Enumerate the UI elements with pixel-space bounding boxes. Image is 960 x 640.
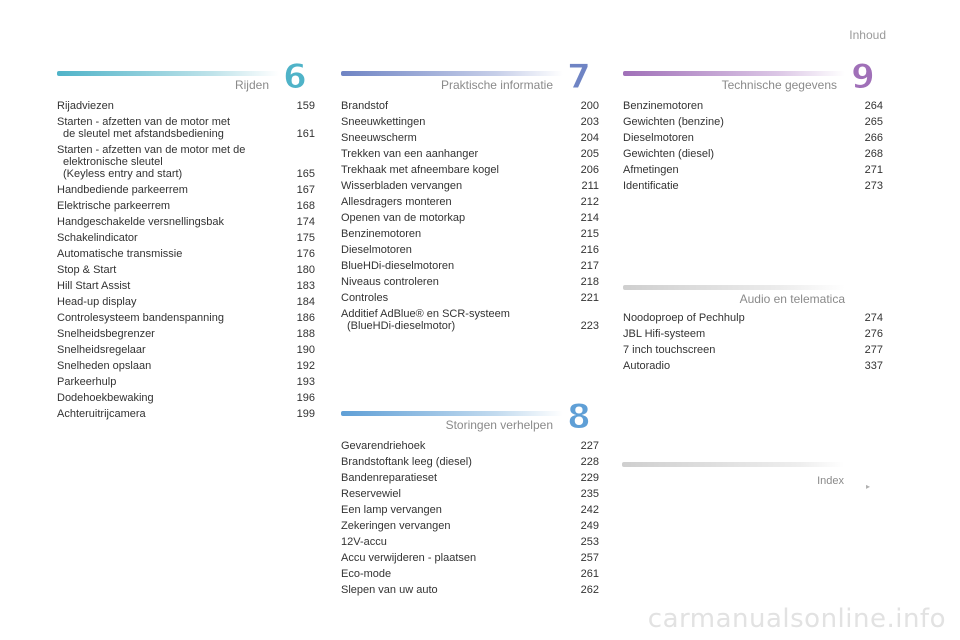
entry-title-line: Benzinemotoren — [341, 228, 422, 240]
entry-title-line: Schakelindicator — [57, 232, 138, 244]
entry-title-line: Afmetingen — [623, 164, 679, 176]
entry-page-number: 217 — [580, 260, 599, 272]
toc-entry[interactable] — [623, 146, 883, 162]
entry-page-number: 203 — [580, 116, 599, 128]
section-title: Storingen verhelpen — [445, 418, 553, 432]
chapter-number: 9 — [851, 58, 875, 97]
section-title: Praktische informatie — [440, 78, 553, 92]
entry-page-number: 174 — [296, 216, 315, 228]
toc-entry[interactable] — [341, 550, 599, 566]
toc-entry[interactable] — [623, 342, 883, 358]
entry-title — [57, 392, 154, 404]
entry-title-line: Controlesysteem bandenspanning — [57, 312, 224, 324]
entry-title-continuation: (BlueHDi-dieselmotor) — [347, 320, 456, 332]
entry-title — [57, 116, 230, 140]
entry-page-number: 266 — [864, 132, 883, 144]
entry-title — [341, 116, 425, 128]
entry-title-line: Parkeerhulp — [57, 376, 117, 388]
entry-title-line: Dieselmotoren — [341, 244, 412, 256]
toc-entry[interactable] — [623, 310, 883, 326]
entry-title-line: Trekhaak met afneembare kogel — [341, 164, 499, 176]
entry-title-line: Automatische transmissie — [57, 248, 183, 260]
entry-title — [341, 308, 510, 332]
toc-entry[interactable] — [57, 358, 315, 374]
entry-title-line: Sneeuwkettingen — [341, 116, 426, 128]
entry-page-number: 249 — [580, 520, 599, 532]
toc-entry[interactable] — [341, 306, 599, 334]
section-bar — [57, 71, 279, 76]
entry-title-line: Bandenreparatieset — [341, 472, 438, 484]
entry-title — [623, 164, 679, 176]
entry-title-line: Starten - afzetten van de motor met — [57, 116, 231, 128]
entry-page-number: 167 — [296, 184, 315, 196]
toc-entry[interactable] — [57, 294, 315, 310]
entry-title-line: 7 inch touchscreen — [623, 344, 716, 356]
entry-title-line: Accu verwijderen - plaatsen — [341, 552, 477, 564]
entry-page-number: 204 — [580, 132, 599, 144]
toc-entry[interactable] — [57, 406, 315, 422]
entry-title — [341, 276, 439, 288]
entry-title — [341, 472, 437, 484]
toc-entry[interactable] — [341, 210, 599, 226]
entry-list — [623, 98, 883, 194]
toc-entry[interactable] — [341, 130, 599, 146]
entry-title — [57, 184, 188, 196]
entry-title-line: Slepen van uw auto — [341, 584, 438, 596]
toc-entry[interactable] — [57, 326, 315, 342]
section-header — [341, 398, 599, 438]
entry-title-line: Trekken van een aanhanger — [341, 148, 479, 160]
section-rijden — [57, 58, 315, 422]
entry-title-line: Gevarendriehoek — [341, 440, 426, 452]
entry-page-number: 261 — [580, 568, 599, 580]
chapter-number: 8 — [567, 398, 591, 437]
entry-title — [623, 100, 703, 112]
entry-page-number: 221 — [580, 292, 599, 304]
entry-title-line: Niveaus controleren — [341, 276, 439, 288]
entry-page-number: 242 — [580, 504, 599, 516]
entry-title — [341, 260, 454, 272]
entry-title — [57, 312, 224, 324]
toc-entry[interactable] — [341, 582, 599, 598]
entry-title-line: Zekeringen vervangen — [341, 520, 451, 532]
entry-title — [623, 132, 694, 144]
toc-entry[interactable] — [341, 146, 599, 162]
entry-page-number: 273 — [864, 180, 883, 192]
toc-entry[interactable] — [341, 290, 599, 306]
chapter-number-7 — [559, 58, 599, 98]
entry-page-number: 183 — [296, 280, 315, 292]
entry-title-line: Achteruitrijcamera — [57, 408, 146, 420]
toc-entry[interactable] — [57, 310, 315, 326]
entry-title-line: Noodoproep of Pechhulp — [623, 312, 745, 324]
entry-title-line: Wisserbladen vervangen — [341, 180, 463, 192]
toc-entry[interactable] — [57, 374, 315, 390]
entry-page-number: 199 — [296, 408, 315, 420]
entry-title — [57, 248, 182, 260]
entry-title-line: Sneeuwscherm — [341, 132, 417, 144]
entry-title — [341, 132, 417, 144]
entry-page-number: 184 — [296, 296, 315, 308]
section-storingen-verhelpen — [341, 398, 599, 598]
toc-entry[interactable] — [341, 486, 599, 502]
entry-page-number: 253 — [580, 536, 599, 548]
entry-title-line: Gewichten (diesel) — [623, 148, 715, 160]
section-bar — [341, 71, 563, 76]
toc-entry[interactable] — [623, 162, 883, 178]
entry-title — [57, 280, 130, 292]
entry-title-line: Brandstoftank leeg (diesel) — [341, 456, 472, 468]
entry-title — [57, 264, 116, 276]
entry-page-number: 188 — [296, 328, 315, 340]
section-praktische-informatie — [341, 58, 599, 334]
entry-title — [623, 360, 670, 372]
entry-page-number: 271 — [864, 164, 883, 176]
entry-title-continuation: elektronische sleutel — [63, 156, 163, 168]
entry-title-line: BlueHDi-dieselmotoren — [341, 260, 455, 272]
entry-page-number: 262 — [580, 584, 599, 596]
entry-title-line: Elektrische parkeerrem — [57, 200, 171, 212]
index-block — [622, 462, 844, 487]
entry-title — [341, 196, 452, 208]
entry-page-number: 235 — [580, 488, 599, 500]
entry-list — [341, 438, 599, 598]
entry-page-number: 264 — [864, 100, 883, 112]
section-technische-gegevens — [623, 58, 883, 194]
entry-page-number: 193 — [296, 376, 315, 388]
entry-title — [57, 232, 138, 244]
entry-page-number: 228 — [580, 456, 599, 468]
entry-title-line: Gewichten (benzine) — [623, 116, 724, 128]
toc-entry[interactable] — [57, 98, 315, 114]
entry-page-number: 192 — [296, 360, 315, 372]
section-title: Audio en telematica — [739, 292, 845, 306]
toc-entry[interactable] — [57, 246, 315, 262]
entry-title — [57, 200, 170, 212]
toc-entry[interactable] — [623, 358, 883, 374]
entry-title — [57, 216, 224, 228]
entry-title-line: Benzinemotoren — [623, 100, 704, 112]
entry-title-continuation: de sleutel met afstandsbediening — [63, 128, 224, 140]
toc-entry[interactable] — [57, 390, 315, 406]
toc-entry[interactable] — [57, 214, 315, 230]
toc-entry[interactable] — [57, 114, 315, 142]
entry-page-number: 161 — [296, 128, 315, 140]
entry-title-line: Openen van de motorkap — [341, 212, 466, 224]
entry-page-number: 180 — [296, 264, 315, 276]
chapter-number-8 — [559, 398, 599, 438]
toc-entry[interactable] — [341, 470, 599, 486]
toc-entry[interactable] — [57, 342, 315, 358]
entry-title — [341, 520, 450, 532]
toc-entry[interactable] — [57, 262, 315, 278]
entry-page-number: 274 — [864, 312, 883, 324]
entry-title-continuation: (Keyless entry and start) — [63, 168, 183, 180]
toc-entry[interactable] — [341, 566, 599, 582]
entry-title-line: Snelheidsbegrenzer — [57, 328, 155, 340]
section-bar — [341, 411, 563, 416]
entry-page-number: 190 — [296, 344, 315, 356]
toc-entry[interactable] — [341, 438, 599, 454]
toc-entry[interactable] — [341, 226, 599, 242]
entry-title — [341, 228, 421, 240]
entry-title-line: Dodehoekbewaking — [57, 392, 154, 404]
entry-title — [341, 504, 442, 516]
entry-title — [623, 180, 679, 192]
toc-entry[interactable] — [623, 114, 883, 130]
toc-entry[interactable] — [341, 274, 599, 290]
entry-page-number: 214 — [580, 212, 599, 224]
entry-title — [341, 164, 499, 176]
entry-list — [57, 98, 315, 422]
chapter-number: 6 — [283, 58, 307, 97]
entry-title — [341, 536, 387, 548]
section-title: Rijden — [234, 78, 269, 92]
toc-entry[interactable] — [341, 178, 599, 194]
entry-page-number: 265 — [864, 116, 883, 128]
entry-title-line: Allesdragers monteren — [341, 196, 452, 208]
toc-entry[interactable] — [57, 198, 315, 214]
chapter-number-9 — [843, 58, 883, 98]
entry-page-number: 175 — [296, 232, 315, 244]
entry-page-number: 159 — [296, 100, 315, 112]
entry-title — [57, 360, 151, 372]
section-header — [57, 58, 315, 98]
entry-title — [341, 180, 462, 192]
entry-title — [623, 116, 724, 128]
entry-page-number: 215 — [580, 228, 599, 240]
entry-title — [341, 584, 438, 596]
index-link[interactable]: Index — [817, 475, 844, 487]
entry-title — [341, 552, 476, 564]
toc-entry[interactable] — [341, 502, 599, 518]
toc-entry[interactable] — [57, 278, 315, 294]
entry-page-number: 337 — [864, 360, 883, 372]
entry-page-number: 168 — [296, 200, 315, 212]
entry-title-line: Additief AdBlue® en SCR-systeem — [341, 308, 510, 320]
section-header — [623, 58, 883, 98]
toc-entry[interactable] — [341, 194, 599, 210]
entry-title — [623, 344, 715, 356]
entry-title-line: Autoradio — [623, 360, 671, 372]
entry-page-number: 200 — [580, 100, 599, 112]
entry-list — [623, 310, 883, 374]
entry-page-number: 229 — [580, 472, 599, 484]
entry-title-line: Stop & Start — [57, 264, 117, 276]
entry-title-line: Handgeschakelde versnellingsbak — [57, 216, 224, 228]
entry-title — [57, 328, 155, 340]
toc-entry[interactable] — [341, 454, 599, 470]
entry-title-line: Snelheidsregelaar — [57, 344, 146, 356]
toc-entry[interactable] — [341, 534, 599, 550]
toc-entry[interactable] — [341, 258, 599, 274]
entry-title — [57, 344, 146, 356]
entry-title-line: Eco-mode — [341, 568, 392, 580]
entry-title-line: Dieselmotoren — [623, 132, 694, 144]
entry-page-number: 206 — [580, 164, 599, 176]
entry-page-number: 223 — [580, 320, 599, 332]
entry-title — [57, 376, 116, 388]
chapter-number-6 — [275, 58, 315, 98]
section-header — [341, 58, 599, 98]
watermark: carmanualsonline.info — [647, 604, 946, 634]
entry-page-number: 211 — [581, 180, 599, 192]
entry-page-number: 196 — [296, 392, 315, 404]
entry-title-line: JBL Hifi-systeem — [623, 328, 706, 340]
entry-title — [341, 148, 478, 160]
entry-title — [57, 100, 114, 112]
toc-entry[interactable] — [341, 162, 599, 178]
toc-entry[interactable] — [341, 114, 599, 130]
entry-page-number: 227 — [580, 440, 599, 452]
entry-title-line: Snelheden opslaan — [57, 360, 152, 372]
entry-page-number: 212 — [580, 196, 599, 208]
toc-entry[interactable] — [341, 518, 599, 534]
entry-title — [57, 296, 137, 308]
entry-page-number: 216 — [580, 244, 599, 256]
section-audio-en-telematica — [623, 282, 883, 374]
entry-title-line: Hill Start Assist — [57, 280, 131, 292]
entry-title — [341, 244, 412, 256]
toc-entry[interactable] — [623, 326, 883, 342]
entry-title — [623, 328, 705, 340]
entry-page-number: 257 — [580, 552, 599, 564]
entry-page-number: 277 — [864, 344, 883, 356]
toc-entry[interactable] — [341, 242, 599, 258]
entry-title — [341, 568, 391, 580]
section-bar — [623, 71, 845, 76]
entry-list — [341, 98, 599, 334]
entry-title-line: Handbediende parkeerrem — [57, 184, 188, 196]
entry-title-line: Starten - afzetten van de motor met de — [57, 144, 246, 156]
entry-title-line: Head-up display — [57, 296, 137, 308]
entry-title — [623, 148, 714, 160]
entry-page-number: 268 — [864, 148, 883, 160]
toc-entry[interactable] — [623, 178, 883, 194]
section-header — [623, 282, 883, 310]
toc-entry[interactable] — [57, 142, 315, 182]
entry-title — [623, 312, 745, 324]
entry-title-line: Een lamp vervangen — [341, 504, 442, 516]
entry-title — [341, 292, 388, 304]
entry-page-number: 165 — [296, 168, 315, 180]
entry-title — [341, 212, 465, 224]
contents-link[interactable]: Inhoud — [849, 28, 886, 42]
entry-page-number: 218 — [580, 276, 599, 288]
entry-title — [341, 488, 401, 500]
entry-title — [57, 408, 146, 420]
entry-title — [57, 144, 245, 180]
toc-entry[interactable] — [57, 230, 315, 246]
entry-title-line: Identificatie — [623, 180, 679, 192]
entry-page-number: 276 — [864, 328, 883, 340]
section-bar — [623, 285, 845, 290]
entry-title — [341, 100, 388, 112]
entry-title — [341, 440, 425, 452]
toc-entry[interactable] — [623, 98, 883, 114]
entry-title-line: Reservewiel — [341, 488, 401, 500]
toc-entry[interactable] — [341, 98, 599, 114]
entry-title-line: Rijadviezen — [57, 100, 114, 112]
section-title: Technische gegevens — [721, 78, 837, 92]
entry-title-line: Brandstof — [341, 100, 389, 112]
toc-entry[interactable] — [623, 130, 883, 146]
entry-title-line: 12V-accu — [341, 536, 387, 548]
entry-title — [341, 456, 472, 468]
arrow-right-icon: ▸ — [866, 482, 871, 491]
entry-title-line: Controles — [341, 292, 389, 304]
entry-page-number: 205 — [580, 148, 599, 160]
index-bar — [622, 462, 844, 467]
entry-page-number: 186 — [296, 312, 315, 324]
entry-page-number: 176 — [296, 248, 315, 260]
toc-entry[interactable] — [57, 182, 315, 198]
chapter-number: 7 — [567, 58, 591, 97]
